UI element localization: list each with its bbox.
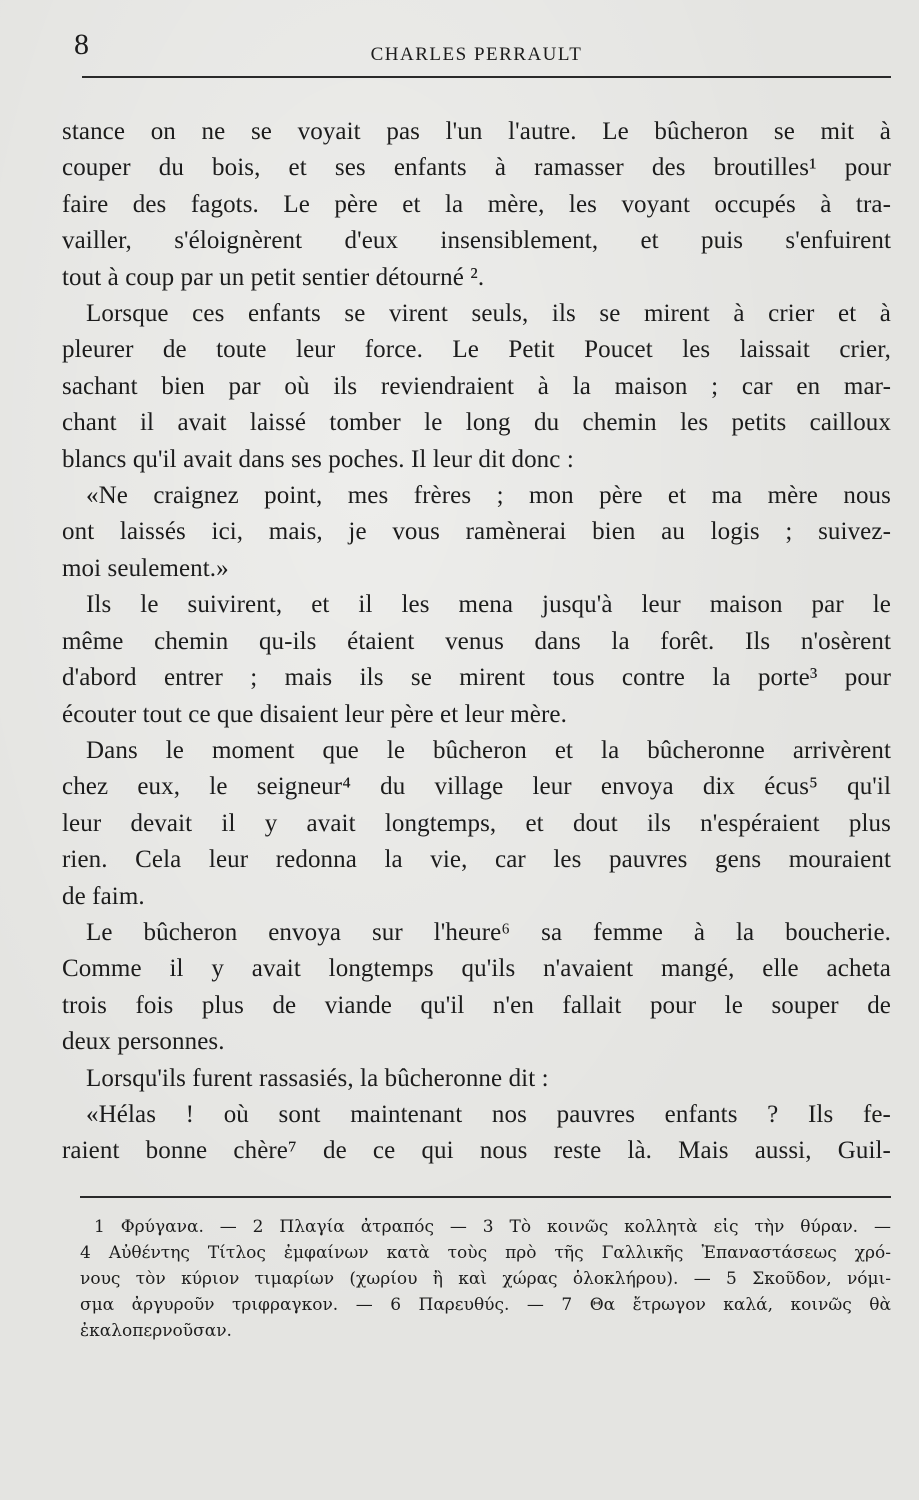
text-line: ont laissés ici, mais, je vous ramènerai bien au logis ; suivez- <box>62 518 891 546</box>
page-header <box>62 0 891 78</box>
text-line: même chemin qu-ils étaient venus dans la forêt. Ils n'osèrent <box>62 627 891 655</box>
text-line: Lorsqu'ils furent rassasiés, la bûcheronne dit : <box>86 1064 549 1092</box>
text-line: Comme il y avait longtemps qu'ils n'avaient mangé, elle acheta <box>62 955 891 983</box>
text-line: Dans le moment que le bûcheron et la bûcheronne arrivèrent <box>86 736 891 764</box>
text-line: Le bûcheron envoya sur l'heure⁶ sa femme à la boucherie. <box>86 918 891 946</box>
header-rule <box>82 76 891 78</box>
footnote-line: νους τὸν κύριον τιμαρίων (χωρίου ἢ καὶ χώρας ὁλοκλήρου). — 5 Σκοῦδον, νόμι- <box>80 1268 891 1289</box>
text-line: écouter tout ce que disaient leur père et leur mère. <box>62 700 567 728</box>
text-line: «Ne craignez point, mes frères ; mon père et ma mère nous <box>86 482 891 510</box>
text-line: «Hélas ! où sont maintenant nos pauvres enfants ? Ils fe- <box>86 1100 891 1128</box>
text-line: Ils le suivirent, et il les mena jusqu'à leur maison par le <box>86 591 891 619</box>
footnotes <box>62 1214 891 1344</box>
footnote-line: 1 Φρύγανα. — 2 Πλαγία ἀτραπός — 3 Τὸ κοινῶς κολλητὰ εἰς τὴν θύραν. — <box>94 1216 891 1237</box>
text-line: vailler, s'éloignèrent d'eux insensiblement, et puis s'enfuirent <box>62 227 891 255</box>
text-line: rien. Cela leur redonna la vie, car les pauvres gens mouraient <box>62 846 891 874</box>
footnote-line: ἐκαλοπερνοῦσαν. <box>80 1320 232 1341</box>
footnote-line: 4 Αὐθέντης Τίτλος ἐμφαίνων κατὰ τοὺς πρὸ τῆς Γαλλικῆς Ἐπαναστάσεως χρό- <box>80 1242 891 1263</box>
paragraph <box>62 733 891 915</box>
text-line: raient bonne chère⁷ de ce qui nous reste là. Mais aussi, Guil- <box>62 1137 891 1165</box>
text-line: de faim. <box>62 882 145 910</box>
paragraph <box>62 1097 891 1170</box>
running-title: CHARLES PERRAULT <box>370 44 583 65</box>
text-line: Lorsque ces enfants se virent seuls, ils se mirent à crier et à <box>86 300 891 328</box>
body-text <box>62 114 891 1170</box>
text-line: tout à coup par un petit sentier détourné ². <box>62 263 485 291</box>
footnote-line: σμα ἀργυροῦν τριφραγκον. — 6 Παρευθύς. — 7 Θα ἔτρωγον καλά, κοινῶς θὰ <box>80 1294 891 1315</box>
paragraph <box>62 915 891 1061</box>
paragraph <box>62 478 891 587</box>
text-line: trois fois plus de viande qu'il n'en fallait pour le souper de <box>62 991 891 1019</box>
paragraph <box>62 587 891 733</box>
text-line: d'abord entrer ; mais ils se mirent tous contre la porte³ pour <box>62 664 891 692</box>
text-line: couper du bois, et ses enfants à ramasser des broutilles¹ pour <box>62 154 891 182</box>
text-line: chant il avait laissé tomber le long du chemin les petits cailloux <box>62 409 891 437</box>
text-line: moi seulement.» <box>62 554 229 582</box>
text-line: faire des fagots. Le père et la mère, les voyant occupés à tra- <box>62 190 891 218</box>
text-line: stance on ne se voyait pas l'un l'autre. Le bûcheron se mit à <box>62 118 891 145</box>
paragraph <box>62 296 891 478</box>
text-line: chez eux, le seigneur⁴ du village leur envoya dix écus⁵ qu'il <box>62 773 891 801</box>
page-number: 8 <box>74 28 89 61</box>
text-line: deux personnes. <box>62 1028 225 1056</box>
text-line: blancs qu'il avait dans ses poches. Il leur dit donc : <box>62 445 574 473</box>
text-line: sachant bien par où ils reviendraient à la maison ; car en mar- <box>62 372 891 400</box>
text-line: leur devait il y avait longtemps, et dout ils n'espéraient plus <box>62 809 891 837</box>
paragraph <box>62 114 891 296</box>
footnote-rule <box>80 1196 891 1198</box>
paragraph <box>62 1061 891 1097</box>
text-line: pleurer de toute leur force. Le Petit Poucet les laissait crier, <box>62 336 891 364</box>
